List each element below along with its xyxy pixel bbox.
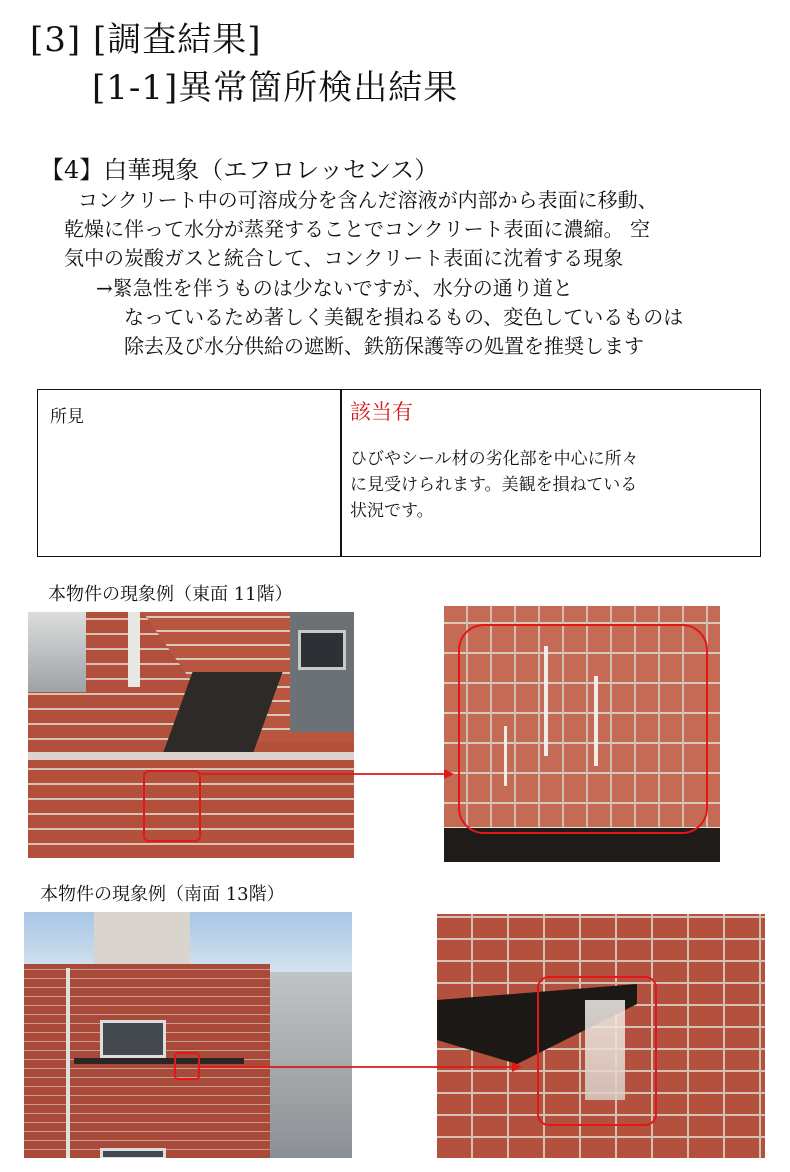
east-facade-photo — [28, 612, 354, 858]
description-line: コンクリート中の可溶成分を含んだ溶液が内部から表面に移動、 — [78, 188, 658, 212]
closeup-highlight — [458, 624, 708, 834]
east-closeup-photo — [444, 606, 720, 862]
window — [298, 630, 346, 670]
closeup-highlight — [537, 976, 657, 1126]
findings-description-line: 状況です。 — [350, 501, 434, 521]
window — [100, 1148, 166, 1158]
adjacent-building — [28, 612, 86, 692]
parapet-edge — [28, 752, 354, 760]
findings-status: 該当有 — [350, 400, 413, 424]
efflorescence-highlight — [174, 1052, 200, 1080]
section-heading: 【4】白華現象（エフロレッセンス） — [40, 156, 439, 184]
photo-caption-east: 本物件の現象例（東面 11階） — [48, 584, 293, 605]
findings-table — [37, 389, 761, 557]
rooftop-structure — [94, 912, 190, 966]
findings-description-line: ひびやシール材の劣化部を中心に所々 — [350, 449, 639, 469]
findings-label: 所見 — [50, 407, 84, 427]
page-subtitle: [1-1]異常箇所検出結果 — [92, 68, 459, 108]
south-facade-photo — [24, 912, 352, 1158]
south-closeup-photo — [437, 914, 765, 1158]
recommendation-line: →緊急性を伴うものは少ないですが、水分の通り道と — [96, 276, 573, 300]
efflorescence-highlight — [143, 770, 201, 842]
table-divider — [340, 390, 342, 556]
ledge-shadow — [74, 1058, 244, 1064]
window — [100, 1020, 166, 1058]
city-view — [270, 972, 352, 1158]
page-title: [3] [調査結果] — [30, 20, 262, 60]
photo-caption-south: 本物件の現象例（南面 13階） — [40, 884, 285, 905]
description-line: 乾燥に伴って水分が蒸発することでコンクリート表面に濃縮。 空 — [64, 217, 650, 241]
recommendation-line: 除去及び水分供給の遮断、鉄筋保護等の処置を推奨します — [124, 334, 644, 358]
findings-description-line: に見受けられます。美観を損ねている — [350, 475, 638, 495]
description-line: 気中の炭酸ガスと統合して、コンクリート表面に沈着する現象 — [64, 246, 624, 270]
drain-pipe — [128, 612, 140, 687]
drain-pipe — [66, 968, 70, 1158]
recommendation-line: なっているため著しく美観を損ねるもの、変色しているものは — [124, 305, 684, 329]
findings-description — [350, 446, 639, 524]
